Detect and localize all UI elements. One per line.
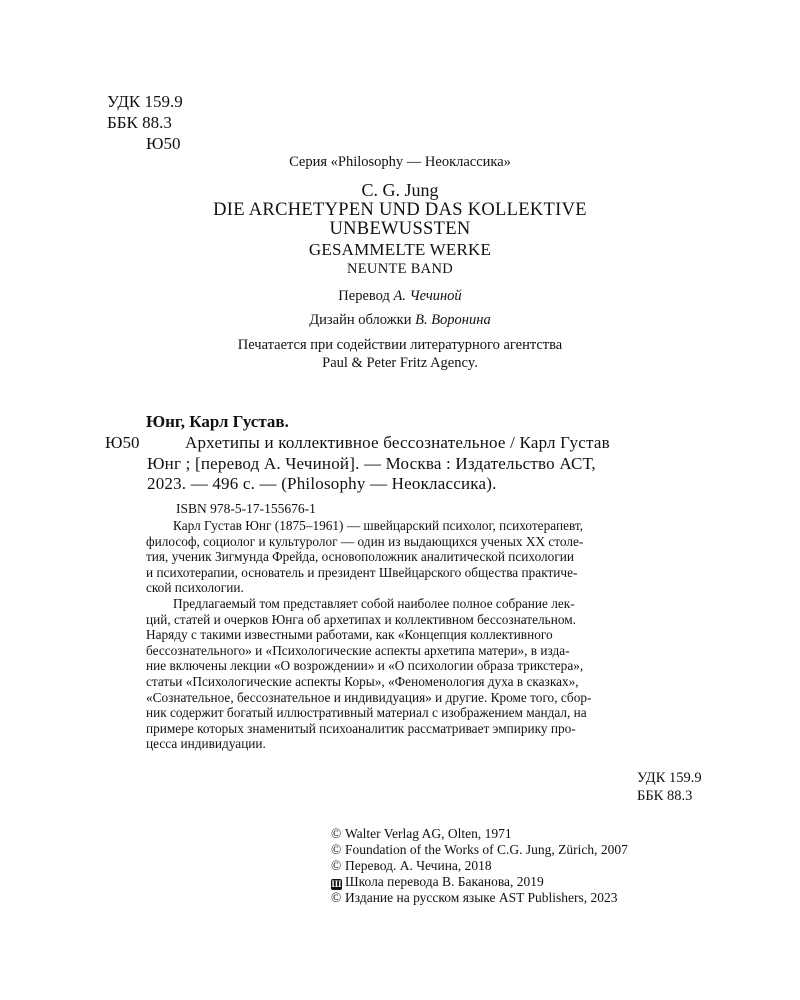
catalog-code: Ю50 <box>105 433 140 452</box>
copyright-text: Walter Verlag AG, Olten, 1971 <box>345 826 512 841</box>
copyright-text: Foundation of the Works of C.G. Jung, Zürich, 2007 <box>345 842 628 857</box>
school-sign-icon: Ш <box>331 879 342 889</box>
annotation-line: ник содержит богатый иллюстративный материал с изображением мандал, на <box>146 705 587 721</box>
copyright-text: Издание на русском языке AST Publishers, 2023 <box>345 890 618 905</box>
bbk-code-bottom: ББК 88.3 <box>637 788 693 804</box>
catalog-entry <box>147 433 725 495</box>
annotation-line: и психотерапии, основатель и президент Швейцарского общества практиче- <box>146 564 578 580</box>
original-subtitle: GESAMMELTE WERKE <box>308 240 492 259</box>
original-author: C. G. Jung <box>361 180 439 200</box>
annotation-line: цесса индивидуации. <box>146 736 266 752</box>
copyright-line <box>331 826 628 842</box>
annotation-line: ние включены лекции «О возрождении» и «О психологии образа трикстера», <box>146 658 584 674</box>
udk-code-bottom: УДК 159.9 <box>637 770 702 786</box>
translation-label: Перевод <box>338 288 390 304</box>
copyright-sign: © <box>331 842 342 857</box>
udk-code: УДК 159.9 <box>107 92 183 111</box>
translator-name: А. Чечиной <box>393 288 462 304</box>
design-label: Дизайн обложки <box>309 312 412 328</box>
annotation-line: ской психологии. <box>146 580 244 596</box>
annotation-line: Карл Густав Юнг (1875–1961) — швейцарский психолог, психотерапевт, <box>173 518 584 533</box>
annotation-line: философ, социолог и культуролог — один из выдающихся ученых XX столе- <box>146 533 584 549</box>
design-credit <box>0 312 800 329</box>
annotation-paragraph-2 <box>146 596 726 752</box>
original-title <box>0 201 800 239</box>
designer-name: В. Воронина <box>415 312 491 328</box>
original-volume: NEUNTE BAND <box>347 261 453 277</box>
annotation-line: статьи «Психологические аспекты Коры», «Феноменология духа в сказках», <box>146 673 579 689</box>
copyright-text: Перевод. А. Чечина, 2018 <box>345 858 492 873</box>
original-title-line: UNBEWUSSTEN <box>329 219 471 239</box>
catalog-entry-line: 2023. — 496 с. — (Philosophy — Неоклассика). <box>147 474 497 493</box>
agency-notice <box>0 336 800 372</box>
agency-line: Печатается при содействии литературного агентства <box>237 337 563 353</box>
annotation-line: «Сознательное, бессознательное и индивидуация» и другие. Кроме того, сбор- <box>146 689 592 705</box>
catalog-entry-line: Архетипы и коллективное бессознательное / Карл Густав <box>185 433 610 452</box>
original-title-line: DIE ARCHETYPEN UND DAS KOLLEKTIVE <box>213 200 587 220</box>
annotation-line: Предлагаемый том представляет собой наиболее полное собрание лек- <box>173 596 575 611</box>
annotation-line: ций, статей и очерков Юнга об архетипах и коллективном бессознательном. <box>146 611 576 627</box>
copyright-line <box>331 842 628 858</box>
series-title: Серия «Philosophy — Неоклассика» <box>289 154 511 170</box>
annotation-line: бессознательного» и «Психологические аспекты архетипа матери», в изда- <box>146 642 570 658</box>
catalog-author-heading: Юнг, Карл Густав. <box>146 412 289 431</box>
copyright-line <box>331 858 628 874</box>
annotation-line: примере которых знаменитый психоаналитик рассматривает эмпирику про- <box>146 720 576 736</box>
copyright-sign: © <box>331 826 342 841</box>
catalog-entry-line: Юнг ; [перевод А. Чечиной]. — Москва : Издательство АСТ, <box>147 453 596 473</box>
isbn: ISBN 978-5-17-155676-1 <box>176 501 316 516</box>
copyright-block <box>331 826 628 906</box>
author-mark-code: Ю50 <box>146 134 181 153</box>
copyright-sign: © <box>331 890 342 905</box>
bbk-code: ББК 88.3 <box>107 113 172 132</box>
annotation-line: Наряду с такими известными работами, как «Концепция коллективного <box>146 627 553 643</box>
copyright-sign: © <box>331 858 342 873</box>
copyright-line <box>331 874 628 890</box>
copyright-line <box>331 890 628 906</box>
copyright-text: Школа перевода В. Баканова, 2019 <box>345 874 544 889</box>
agency-line: Paul & Peter Fritz Agency. <box>322 355 478 371</box>
annotation-paragraph-1 <box>146 518 726 596</box>
annotation-line: тия, ученик Зигмунда Фрейда, основоположник аналитической психологии <box>146 549 575 565</box>
translation-credit <box>0 288 800 305</box>
